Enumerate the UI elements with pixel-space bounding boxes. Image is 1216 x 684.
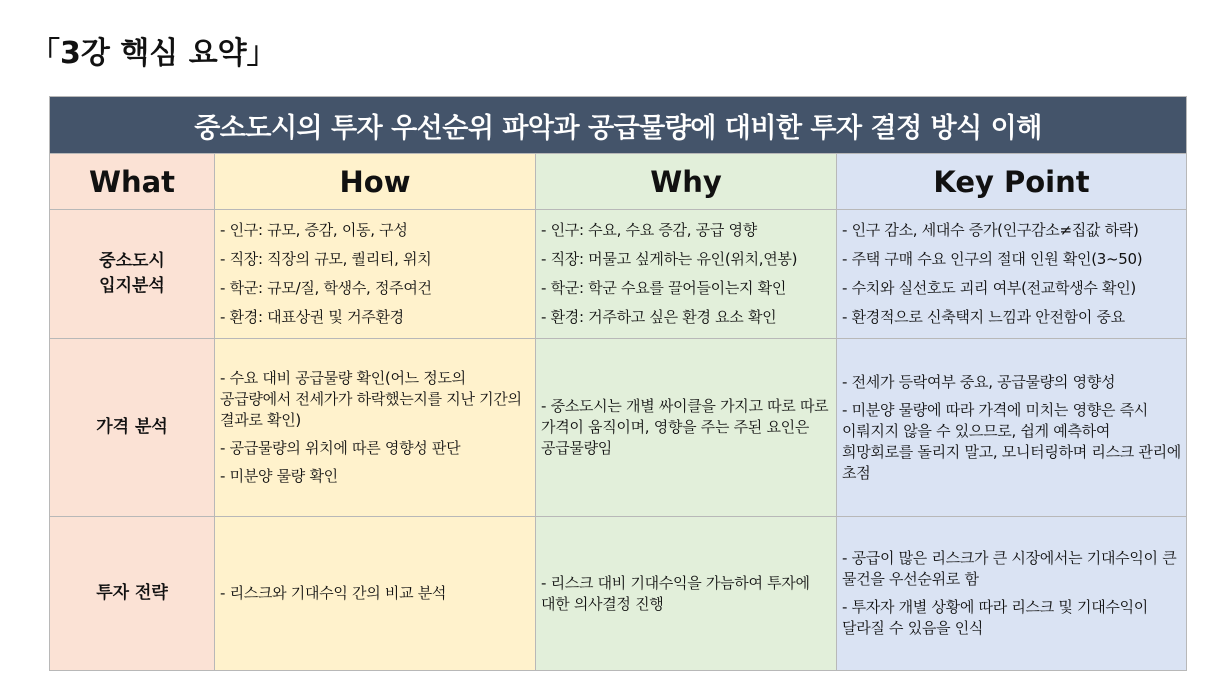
list-item: - 미분양 물량 확인 [220, 467, 338, 485]
row-label-line: 투자 전략 [96, 583, 168, 603]
list-item: - 환경적으로 신축택지 느낌과 안전함이 중요 [842, 308, 1125, 326]
key-point-cell [837, 517, 1187, 671]
why-cell [536, 210, 837, 339]
list-item: - 주택 구매 수요 인구의 절대 인원 확인(3~50) [842, 250, 1143, 268]
list-item: - 인구: 수요, 수요 증감, 공급 영향 [541, 221, 757, 239]
list-item: - 수치와 실선호도 괴리 여부(전교학생수 확인) [842, 279, 1136, 297]
list-item: - 공급물량의 위치에 따른 영향성 판단 [220, 439, 461, 457]
how-cell [215, 339, 536, 517]
key-point-cell [837, 339, 1187, 517]
table-row [50, 339, 1187, 517]
list-item: - 리스크와 기대수익 간의 비교 분석 [220, 584, 447, 602]
list-item: - 인구 감소, 세대수 증가(인구감소≠집값 하락) [842, 221, 1139, 239]
list-item: - 환경: 대표상권 및 거주환경 [220, 308, 404, 326]
why-cell [536, 517, 837, 671]
list-item: - 전세가 등락여부 중요, 공급물량의 영향성 [842, 372, 1116, 391]
row-label-price-analysis [50, 339, 215, 517]
list-item: - 직장: 머물고 싶게하는 유인(위치,연봉) [541, 250, 798, 268]
column-header-key-point: Key Point [837, 154, 1187, 210]
list-item: - 공급이 많은 리스크가 큰 시장에서는 기대수익이 큰 물건을 우선순위로 함 [842, 549, 1177, 588]
list-item: - 직장: 직장의 규모, 퀄리티, 위치 [220, 250, 432, 268]
why-cell [536, 339, 837, 517]
column-header-how: How [215, 154, 536, 210]
list-item: - 미분양 물량에 따라 가격에 미치는 영향은 즉시 이뤄지지 않을 수 있으므로, 쉽게 예측하여 희망회로를 돌리지 말고, 모니터링하며 리스크 관리에 초점 [842, 400, 1181, 482]
key-point-cell [837, 210, 1187, 339]
list-item: - 환경: 거주하고 싶은 환경 요소 확인 [541, 308, 777, 326]
table-row [50, 210, 1187, 339]
list-item: - 학군: 학군 수요를 끌어들이는지 확인 [541, 279, 787, 297]
list-item: - 리스크 대비 기대수익을 가늠하여 투자에 대한 의사결정 진행 [541, 573, 810, 613]
page-title: 「3강 핵심 요약」 [30, 36, 277, 71]
how-cell [215, 210, 536, 339]
list-item: - 수요 대비 공급물량 확인(어느 정도의 공급량에서 전세가가 하락했는지를 지난 기간의 결과로 확인) [220, 369, 522, 429]
column-header-what: What [50, 154, 215, 210]
table-row [50, 517, 1187, 671]
list-item: - 학군: 규모/질, 학생수, 정주여건 [220, 279, 432, 297]
column-header-why: Why [536, 154, 837, 210]
row-label-location-analysis [50, 210, 215, 339]
row-label-investment-strategy [50, 517, 215, 671]
row-label-line: 입지분석 [99, 276, 165, 296]
list-item: - 투자자 개별 상황에 따라 리스크 및 기대수익이 달라질 수 있음을 인식 [842, 598, 1149, 637]
table-banner: 중소도시의 투자 우선순위 파악과 공급물량에 대비한 투자 결정 방식 이해 [50, 97, 1187, 154]
row-label-line: 가격 분석 [96, 417, 168, 437]
row-label-line: 중소도시 [99, 251, 165, 271]
how-cell [215, 517, 536, 671]
summary-table [49, 96, 1187, 671]
list-item: - 인구: 규모, 증감, 이동, 구성 [220, 221, 408, 239]
list-item: - 중소도시는 개별 싸이클을 가지고 따로 따로 가격이 움직이며, 영향을 주는 주된 요인은 공급물량임 [541, 397, 829, 457]
